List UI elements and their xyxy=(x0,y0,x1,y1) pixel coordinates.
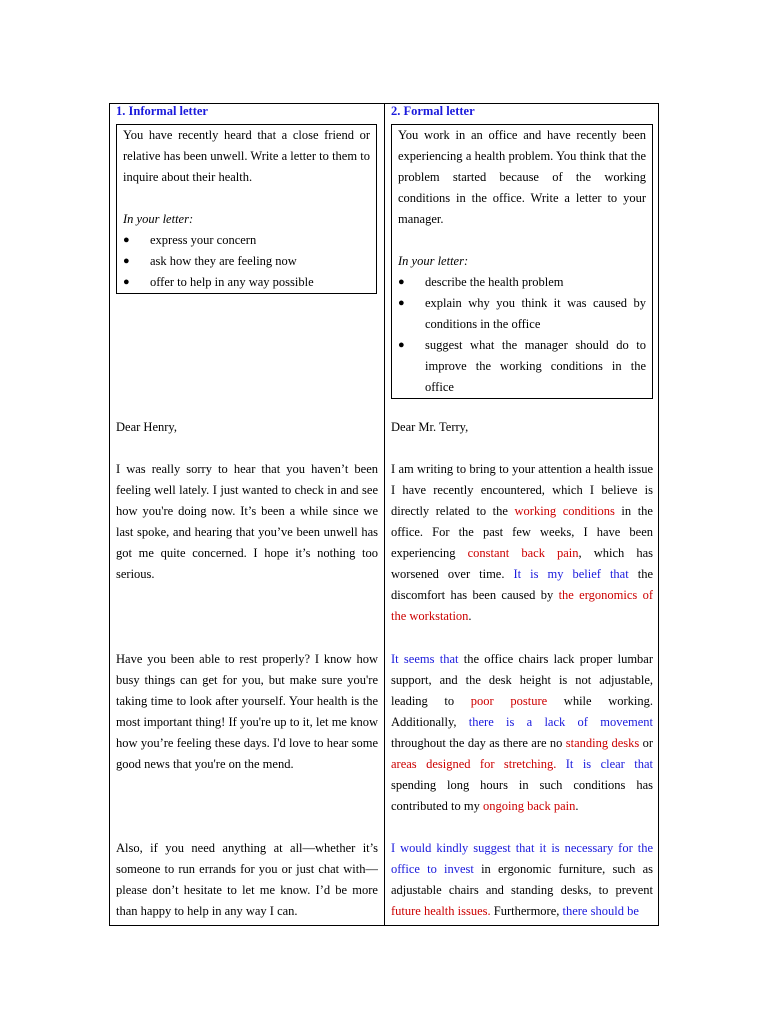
formal-bullet-item: ● describe the health problem xyxy=(398,272,646,293)
informal-in-your-letter: In your letter: xyxy=(123,212,194,226)
informal-bullet-item: ● offer to help in any way possible xyxy=(123,272,370,293)
informal-task-box xyxy=(116,124,377,294)
informal-bullet-item: ● express your concern xyxy=(123,230,370,251)
informal-bullet-list xyxy=(123,230,370,293)
highlight-phrase-red: standing desks xyxy=(565,736,640,750)
highlight-phrase-red: constant back pain xyxy=(467,546,579,560)
highlight-phrase-red: poor posture xyxy=(470,694,548,708)
informal-paragraph-3: Also, if you need anything at all—whether it’s someone to run errands for you or just chat with—please don’t hesitate to let me know. I’d be more than happy to help in any way I can. xyxy=(116,841,378,918)
formal-bullet-item: ● explain why you think it was caused by conditions in the office xyxy=(398,293,646,335)
highlight-phrase-red: the ergonomics of the workstation xyxy=(391,588,653,623)
highlight-phrase-red: working conditions xyxy=(514,504,615,518)
formal-paragraph-1: I am writing to bring to your attention a health issue I have recently encountered, which I believe is directly related to the working conditions in the office. For the past few weeks, I have been experiencing constant back pain, which has worsened over time. It is my belief that the discomfort has been caused by the ergonomics of the workstation. xyxy=(391,462,653,623)
formal-paragraph-3: I would kindly suggest that it is necessary for the office to invest in ergonomic furniture, such as adjustable chairs and standing desks, to prevent future health issues. Furthermore, there should be xyxy=(391,841,653,918)
formal-in-your-letter: In your letter: xyxy=(398,254,469,268)
highlight-phrase-blue: there is a lack of movement xyxy=(468,715,653,729)
informal-letter-heading: 1. Informal letter xyxy=(116,104,208,118)
formal-task-text: You work in an office and have recently been experiencing a health problem. You think that the problem started because of the working conditions in the office. Write a letter to your manager. xyxy=(398,128,646,226)
formal-task-box xyxy=(391,124,653,399)
formal-greeting: Dear Mr. Terry, xyxy=(391,420,469,434)
formal-letter-heading: 2. Formal letter xyxy=(391,104,475,118)
highlight-phrase-blue: there should be xyxy=(562,904,639,918)
highlight-phrase-red: ongoing back pain xyxy=(483,799,576,813)
letters-table xyxy=(109,103,659,926)
informal-bullet-item: ● ask how they are feeling now xyxy=(123,251,370,272)
formal-bullet-list xyxy=(398,272,646,398)
highlight-phrase-blue: It is my belief that xyxy=(513,567,629,581)
informal-paragraph-1: I was really sorry to hear that you haven’t been feeling well lately. I just wanted to check in and see how you're doing now. It’s been a while since we last spoke, and hearing that you’ve been unwell has got me quite concerned. I hope it’s nothing too serious. xyxy=(116,462,378,581)
highlight-phrase-blue: It is clear that xyxy=(565,757,653,771)
informal-letter-column xyxy=(116,104,378,925)
highlight-phrase-blue: It seems that xyxy=(391,652,459,666)
informal-paragraph-2: Have you been able to rest properly? I know how busy things can get for you, but make sure you're taking time to look after yourself. Your health is the most important thing! If you're up to it, let me know how you’re feeling these days. I'd love to hear some good news that you're on the mend. xyxy=(116,652,378,771)
column-divider xyxy=(384,104,385,925)
highlight-phrase-red: future health issues. xyxy=(391,904,491,918)
formal-paragraph-2: It seems that the office chairs lack proper lumbar support, and the desk height is not adjustable, leading to poor posture while working. Additionally, there is a lack of movement throughout the day as there are no standing desks or areas designed for stretching. It is clear that spending long hours in such conditions has contributed to my ongoing back pain. xyxy=(391,652,653,813)
informal-greeting: Dear Henry, xyxy=(116,420,177,434)
formal-letter-column xyxy=(391,104,653,925)
highlight-phrase-blue: I would kindly suggest that it is necessary for the office to invest xyxy=(391,841,653,876)
informal-task-text: You have recently heard that a close friend or relative has been unwell. Write a letter to them to inquire about their health. xyxy=(123,128,370,184)
formal-bullet-item: ● suggest what the manager should do to improve the working conditions in the office xyxy=(398,335,646,398)
highlight-phrase-red: areas designed for stretching. xyxy=(391,757,557,771)
